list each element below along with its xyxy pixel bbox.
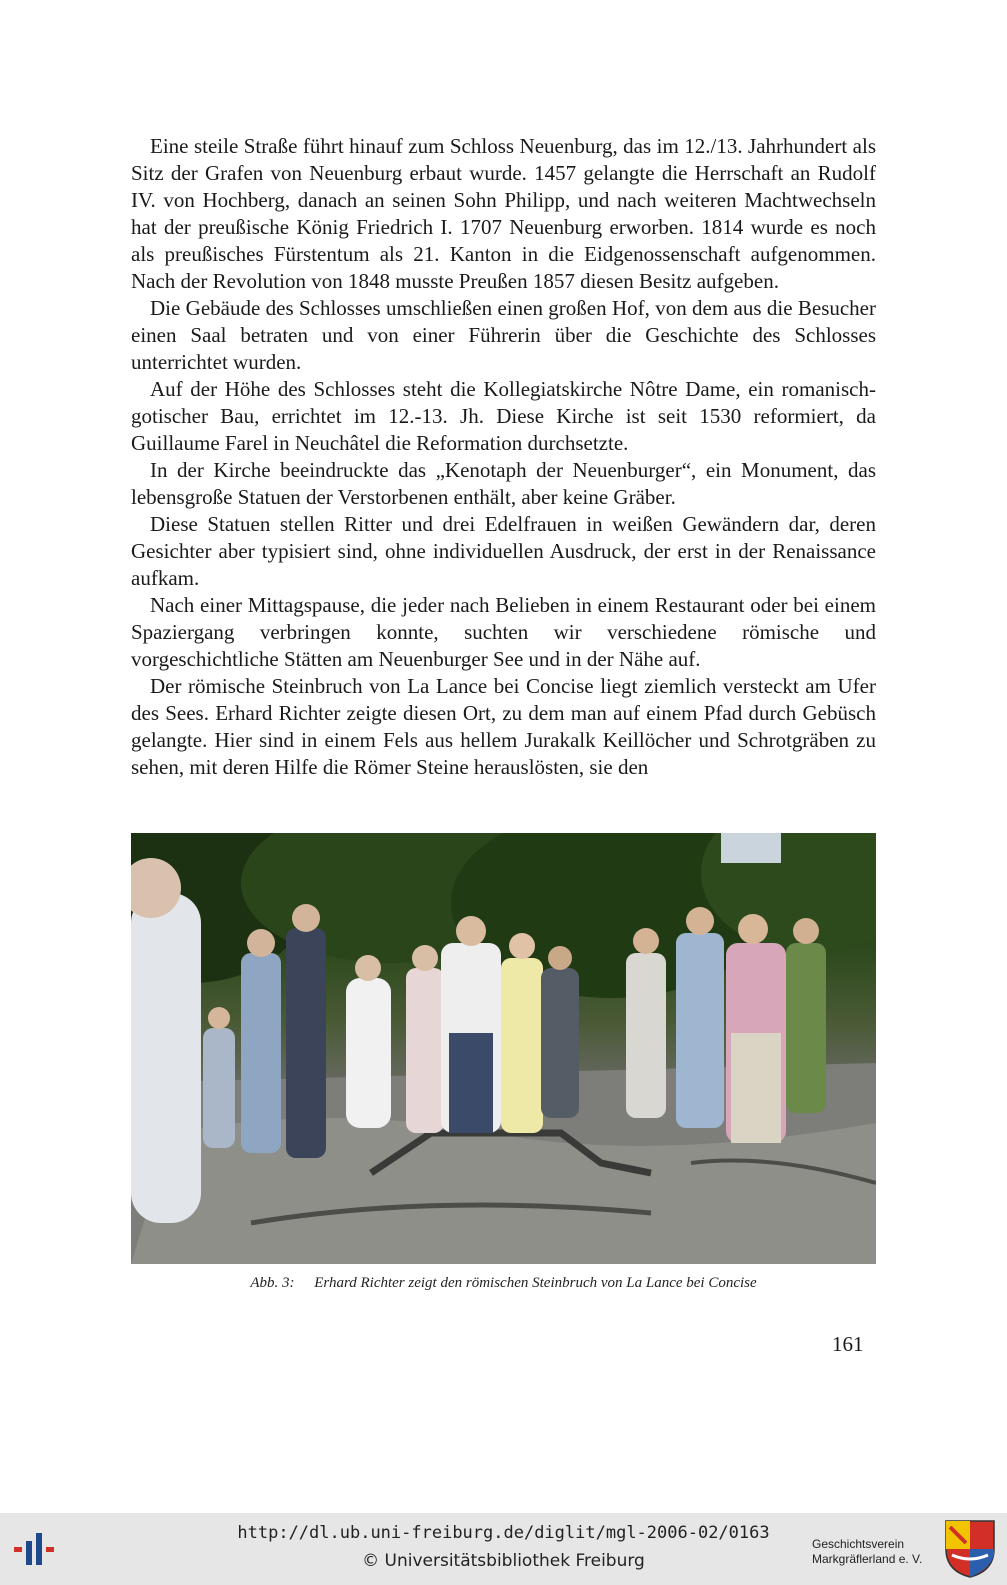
paragraph: Der römische Steinbruch von La Lance bei Concise liegt ziemlich versteckt am Ufer des Sees. Erhard Richter zeigte diesen Ort, zu dem man auf einem Pfad durch Gebüsch gelangte. Hier sind in einem Fels aus hellem Jurakalk Keillöcher und Schrotgräben zu sehen, mit deren Hilfe die Römer Steine herauslösten, sie den [131,674,876,779]
society-line-1: Geschichtsverein [812,1537,905,1551]
quarry-photo [131,833,876,1264]
footer-bar [0,1513,1007,1585]
paragraph: Auf der Höhe des Schlosses steht die Kollegiatskirche Nôtre Dame, ein romanisch-gotischer Bau, errichtet im 12.-13. Jh. Diese Kirche ist seit 1530 reformiert, da Guillaume Farel in Neuchâtel die Reformation durchsetzte. [131,377,876,455]
footer-url-link[interactable]: http://dl.ub.uni-freiburg.de/diglit/mgl-2006-02/0163 [237,1523,770,1543]
paragraph: Diese Statuen stellen Ritter und drei Edelfrauen in weißen Gewändern dar, deren Gesichter aber typisiert sind, ohne individuellen Ausdruck, der erst in der Renaissance aufkam. [131,512,876,590]
figure-caption [131,1275,876,1292]
figure-label: Abb. 3: [250,1275,295,1291]
quarry-photo-illustration [131,833,876,1264]
page-number: 161 [832,1332,864,1356]
coat-of-arms-icon [944,1519,996,1583]
paragraph: In der Kirche beeindruckte das „Kenotaph der Neuenburger“, ein Monument, das lebensgroße Statuen der Verstorbenen enthält, aber keine Gräber. [131,458,876,509]
footer-copyright: © Universitätsbibliothek Freiburg [362,1551,645,1571]
paragraph: Eine steile Straße führt hinauf zum Schloss Neuenburg, das im 12./13. Jahrhundert als Sitz der Grafen von Neuenburg erbaut wurde. 1457 gelangte die Herrschaft an Rudolf IV. von Hochberg, danach an seinen Sohn Philipp, und nach weiteren Machtwechseln hat der preußische König Friedrich I. 1707 Neuenburg erworben. 1814 wurde es noch als preußisches Fürstentum als 21. Kanton in die Eidgenossenschaft aufgenommen. Nach der Revolution von 1848 musste Preußen 1857 diesen Besitz aufgeben. [131,134,876,293]
paragraph: Die Gebäude des Schlosses umschließen einen großen Hof, von dem aus die Besucher einen Saal betraten und von einer Führerin über die Geschichte des Schlosses unterrichtet wurden. [131,296,876,374]
society-line-2: Markgräflerland e. V. [812,1552,923,1566]
footer-society-name [812,1537,922,1567]
body-text [131,133,876,781]
figure-caption-text: Erhard Richter zeigt den römischen Steinbruch von La Lance bei Concise [314,1275,757,1291]
paragraph: Nach einer Mittagspause, die jeder nach Belieben in einem Restaurant oder bei einem Spaziergang verbringen konnte, suchten wir verschiedene römische und vorgeschichtliche Stätten am Neuenburger See und in der Nähe auf. [131,593,876,671]
